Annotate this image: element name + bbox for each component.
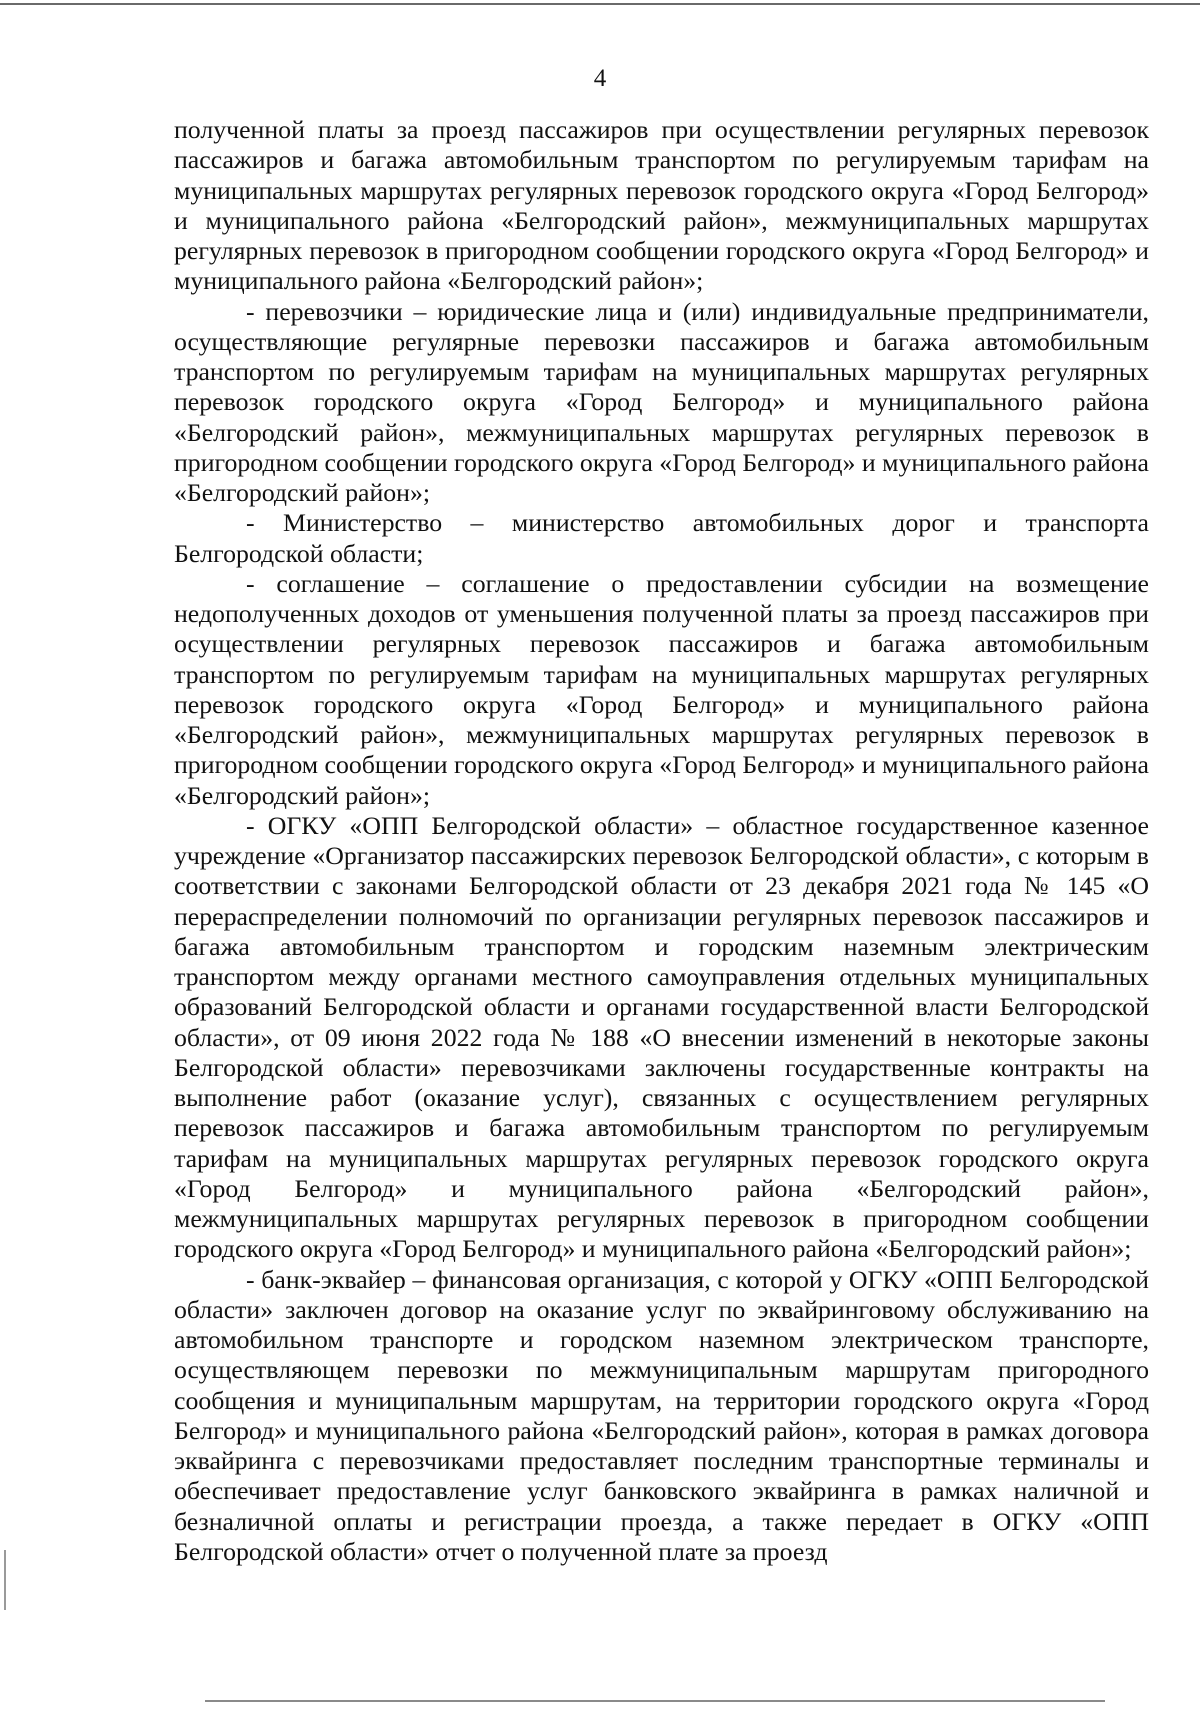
scan-edge-mark [4, 1550, 6, 1610]
paragraph-definition-carriers: - перевозчики – юридические лица и (или) индивидуальные предприниматели, осуществляющие регулярные перевозки пассажиров и багажа автомобильным транспортом по регулируемым тарифам на муниципальных маршрутах регулярных перевозок городского округа «Город Белгород» и муниципального района «Белгородский район», межмуниципальных маршрутах регулярных перевозок в пригородном сообщении городского округа «Город Белгород» и муниципального района «Белгородский район»; [174, 296, 1149, 507]
paragraph-definition-ogku: - ОГКУ «ОПП Белгородской области» – областное государственное казенное учреждение «Организатор пассажирских перевозок Белгородской области», с которым в соответствии с законами Белгородской области от 23 декабря 2021 года № 145 «О перераспределении полномочий по организации регулярных перевозок пассажиров и багажа автомобильным транспортом и городским наземным электрическим транспортом между органами местного самоуправления отдельных муниципальных образований Белгородской области и органами государственной власти Белгородской области», от 09 июня 2022 года № 188 «О внесении изменений в некоторые законы Белгородской области» перевозчиками заключены государственные контракты на выполнение работ (оказание услуг), связанных с осуществлением регулярных перевозок пассажиров и багажа автомобильным транспортом по регулируемым тарифам на муниципальных маршрутах регулярных перевозок городского округа «Город Белгород» и муниципального района «Белгородский район», межмуниципальных маршрутах регулярных перевозок в пригородном сообщении городского округа «Город Белгород» и муниципального района «Белгородский район»; [174, 810, 1149, 1264]
document-body [174, 115, 1149, 1567]
page-number: 4 [593, 65, 607, 92]
paragraph-definition-ministry: - Министерство – министерство автомобильных дорог и транспорта Белгородской области; [174, 508, 1149, 568]
paragraph-definition-acquiring-bank: - банк-эквайер – финансовая организация, с которой у ОГКУ «ОПП Белгородской области» заключен договор на оказание услуг по эквайринговому обслуживанию на автомобильном транспорте и городском наземном электрическом транспорте, осуществляющем перевозки по межмуниципальным маршрутам пригородного сообщения и муниципальным маршрутам, на территории городского округа «Город Белгород» и муниципального района «Белгородский район», которая в рамках договора эквайринга с перевозчиками предоставляет последним транспортные терминалы и обеспечивает предоставление услуг банковского эквайринга в рамках наличной и безналичной оплаты и регистрации проезда, а также передает в ОГКУ «ОПП Белгородской области» отчет о полученной плате за проезд [174, 1264, 1149, 1566]
paragraph-definition-agreement: - соглашение – соглашение о предоставлении субсидии на возмещение недополученных доходов от уменьшения полученной платы за проезд пассажиров при осуществлении регулярных перевозок пассажиров и багажа автомобильным транспортом по регулируемым тарифам на муниципальных маршрутах регулярных перевозок городского округа «Город Белгород» и муниципального района «Белгородский район», межмуниципальных маршрутах регулярных перевозок в пригородном сообщении городского округа «Город Белгород» и муниципального района «Белгородский район»; [174, 568, 1149, 810]
bottom-edge-line [205, 1700, 1105, 1702]
paragraph-continuation: полученной платы за проезд пассажиров при осуществлении регулярных перевозок пассажиров и багажа автомобильным транспортом по регулируемым тарифам на муниципальных маршрутах регулярных перевозок городского округа «Город Белгород» и муниципального района «Белгородский район», межмуниципальных маршрутах регулярных перевозок в пригородном сообщении городского округа «Город Белгород» и муниципального района «Белгородский район»; [174, 115, 1149, 296]
top-edge-line [0, 3, 1200, 5]
